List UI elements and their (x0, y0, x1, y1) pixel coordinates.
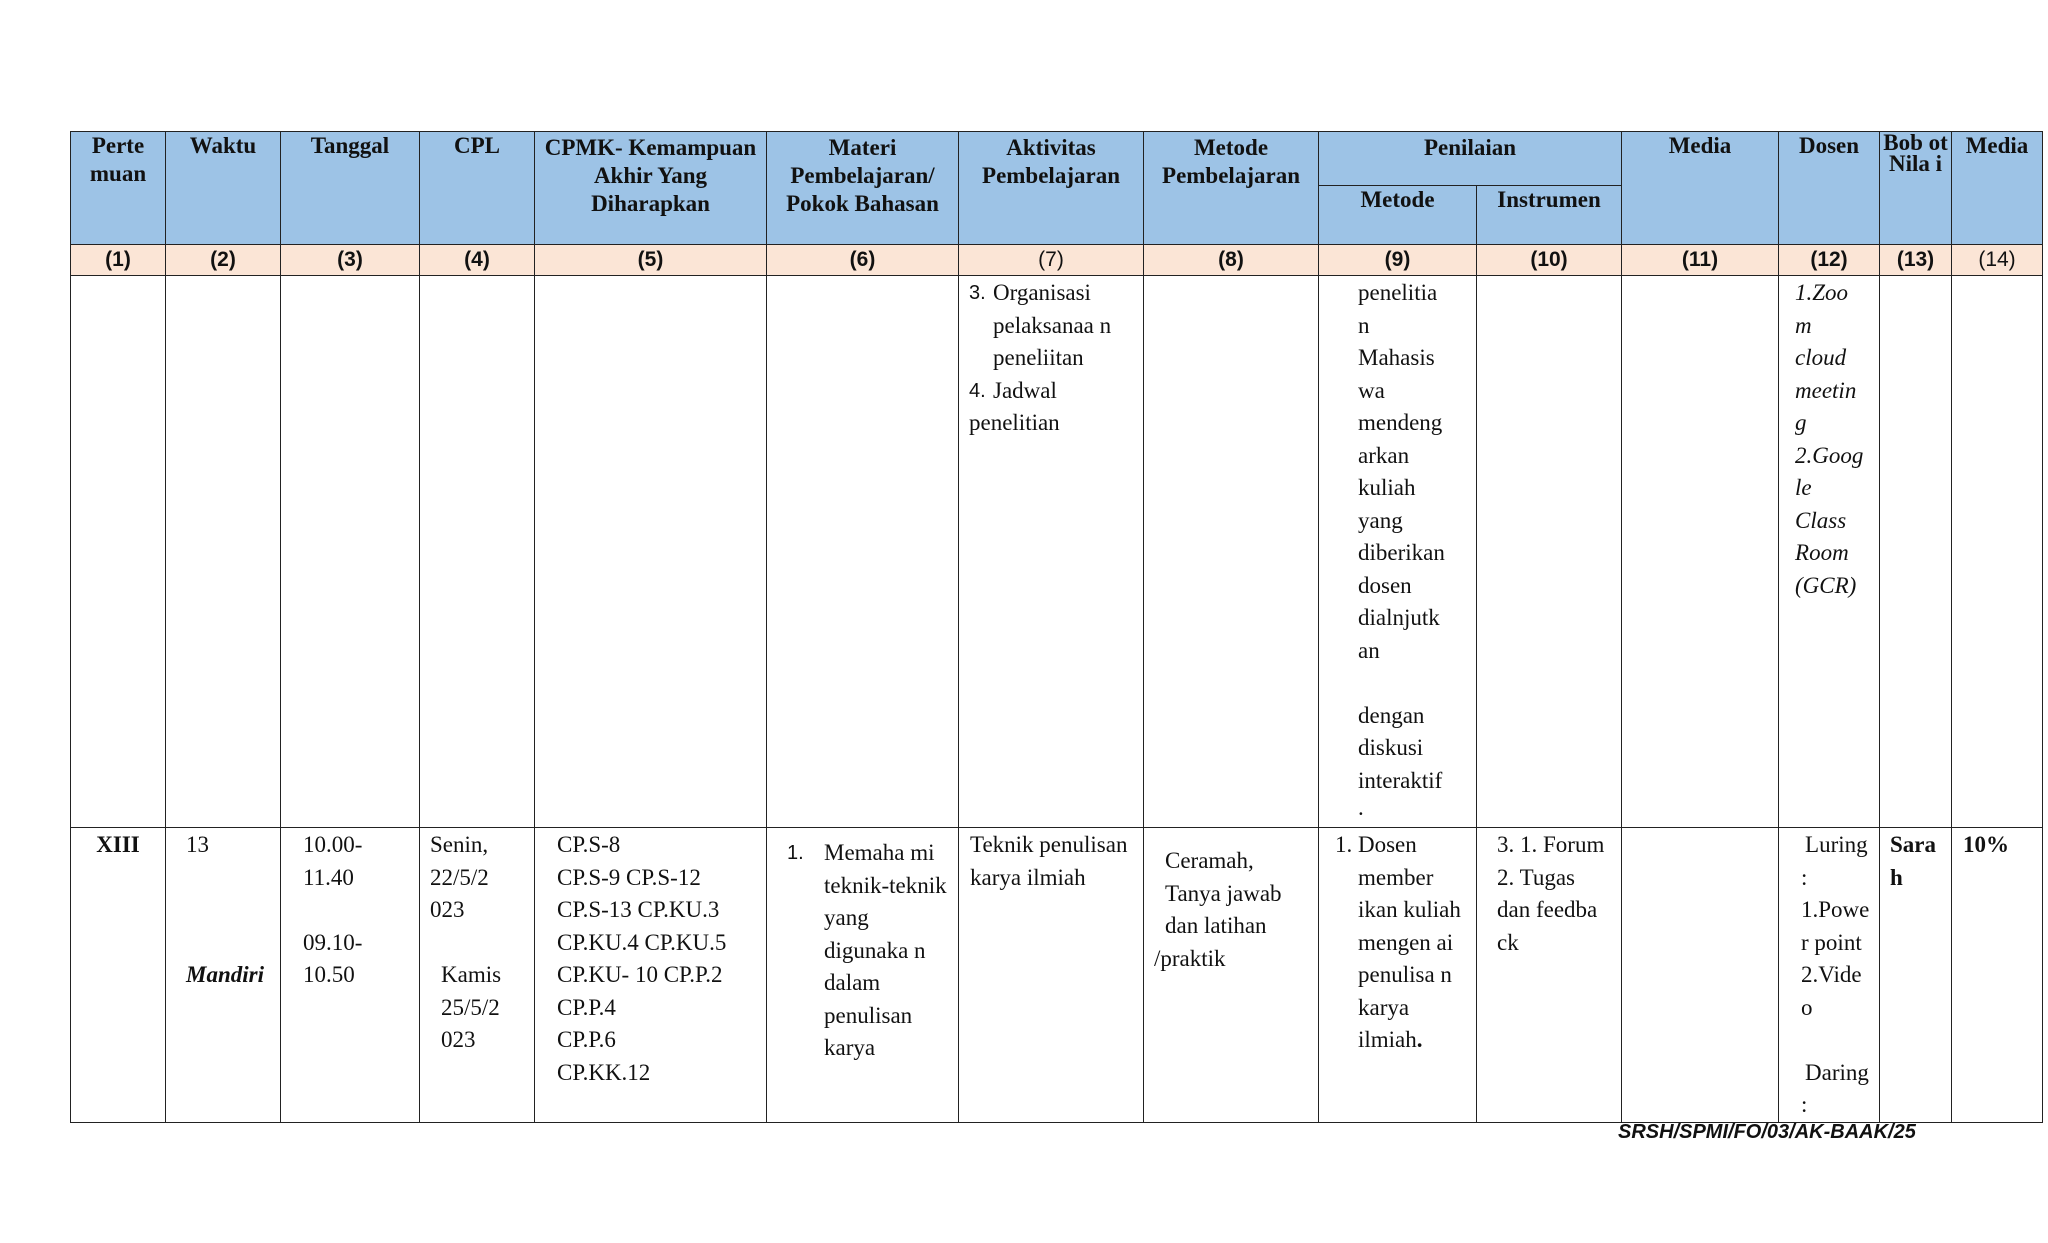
document-code-footer: SRSH/SPMI/FO/03/AK-BAAK/25 (1618, 1121, 1916, 1143)
header-penilaian-instrumen: Instrumen (1477, 186, 1622, 245)
list-item: 4. Jadwal (969, 377, 1057, 403)
media-cell (1622, 828, 1779, 1123)
column-number: (10) (1477, 245, 1622, 276)
header-dosen: Dosen (1779, 132, 1880, 245)
column-number: (7) (959, 245, 1144, 276)
bobot-cell: Sara h (1880, 828, 1952, 1123)
header-tanggal: Tanggal (281, 132, 420, 245)
column-number: (4) (420, 245, 535, 276)
column-number: (2) (166, 245, 281, 276)
column-number: (6) (767, 245, 959, 276)
header-media-2: Media (1952, 132, 2043, 245)
header-materi: Materi Pembelajaran/ Pokok Bahasan (767, 132, 959, 245)
column-number: (12) (1779, 245, 1880, 276)
tanggal-cell: 10.00- 11.40 09.10- 10.50 (281, 828, 420, 1123)
cpmk-cell: CP.S-8 CP.S-9 CP.S-12 CP.S-13 CP.KU.3 CP.KU.4 CP.KU.5 CP.KU- 10 CP.P.2 CP.P.4 CP.P.6 CP.KK.12 (535, 828, 767, 1123)
header-penilaian-metode: Metode (1319, 186, 1477, 245)
list-item: 3. Organisasi pelaksanaa n peneliitan (969, 280, 1112, 370)
column-number-row (71, 245, 2043, 276)
column-number: (9) (1319, 245, 1477, 276)
aktivitas-cell (959, 276, 1144, 828)
column-number: (14) (1952, 245, 2043, 276)
penilaian-metode-cell: 1. Dosen member ikan kuliah mengen ai penulisa n karya ilmiah. (1319, 828, 1477, 1123)
column-number: (13) (1880, 245, 1952, 276)
table-row (71, 276, 2043, 828)
header-media: Media (1622, 132, 1779, 245)
column-number: (5) (535, 245, 767, 276)
header-penilaian: Penilaian (1319, 132, 1622, 186)
penilaian-instrumen-cell: 3. 1. Forum 2. Tugas dan feedba ck (1477, 828, 1622, 1123)
column-number: (11) (1622, 245, 1779, 276)
header-cpl: CPL (420, 132, 535, 245)
aktivitas-cell: Teknik penulisan karya ilmiah (959, 828, 1144, 1123)
materi-cell: 1. Memaha mi teknik-teknik yang digunaka n dalam penulisan karya (767, 828, 959, 1123)
dosen-cell: Luring : 1.Powe r point 2.Vide o Daring : (1779, 828, 1880, 1123)
rps-table (70, 131, 2043, 1123)
metode-pembelajaran-cell: Ceramah, Tanya jawab dan latihan /praktik (1144, 828, 1319, 1123)
column-number: (8) (1144, 245, 1319, 276)
media-2-cell: 10% (1952, 828, 2043, 1123)
waktu-cell: 13 Mandiri (166, 828, 281, 1123)
column-number: (1) (71, 245, 166, 276)
header-waktu: Waktu (166, 132, 281, 245)
cpl-cell: Senin, 22/5/2 023 Kamis 25/5/2 023 (420, 828, 535, 1123)
header-cpmk: CPMK- Kemampuan Akhir Yang Diharapkan (535, 132, 767, 245)
aktivitas-tail: penelitian (969, 410, 1060, 435)
header-bobot: Bob ot Nila i (1880, 132, 1952, 245)
penilaian-metode-cell: penelitia n Mahasis wa mendeng arkan kuliah yang diberikan dosen dialnjutk an dengan diskusi interaktif . (1319, 276, 1477, 828)
dosen-cell: 1.Zoo m cloud meetin g 2.Goog le Class Room (GCR) (1779, 276, 1880, 828)
table-row (71, 828, 2043, 1123)
header-pertemuan: Perte muan (71, 132, 166, 245)
pertemuan-cell: XIII (71, 828, 166, 1123)
header-metode-pembelajaran: Metode Pembelajaran (1144, 132, 1319, 245)
column-number: (3) (281, 245, 420, 276)
header-aktivitas: Aktivitas Pembelajaran (959, 132, 1144, 245)
